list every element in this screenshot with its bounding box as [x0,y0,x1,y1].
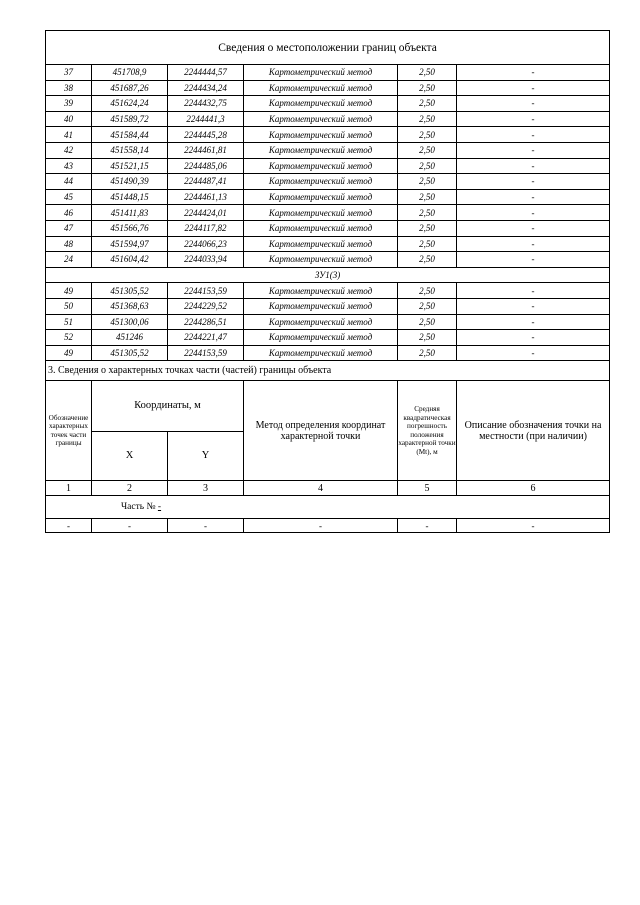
table-cell: - [457,96,610,112]
part-label-text: Часть № [121,502,156,513]
empty-data-row [46,519,610,533]
table-cell: - [457,298,610,314]
table-cell: 2244153,59 [168,345,244,361]
table-row [46,111,610,127]
table-cell: 2244286,51 [168,314,244,330]
table-row [46,65,610,81]
table-cell: - [457,142,610,158]
table-row [46,174,610,190]
rows-group-a [46,65,610,268]
table-cell: Картометрический метод [244,96,398,112]
table-cell: - [46,519,92,533]
col-number: 6 [457,481,610,496]
table-cell: 451584,44 [92,127,168,143]
table-cell: 2244487,41 [168,174,244,190]
table-cell: 50 [46,298,92,314]
subtitle-row [46,267,610,283]
table-cell: 45 [46,189,92,205]
section3-title: 3. Сведения о характерных точках части (частей) границы объекта [46,361,610,381]
part-label [121,502,161,512]
table-cell: - [457,174,610,190]
table-cell: 52 [46,330,92,346]
table-cell: 2244221,47 [168,330,244,346]
table-row [46,330,610,346]
table-cell: 451448,15 [92,189,168,205]
table-cell: 451521,15 [92,158,168,174]
table-cell: 2,50 [398,205,457,221]
table-cell: Картометрический метод [244,80,398,96]
table-row [46,158,610,174]
table-row [46,345,610,361]
table-row [46,283,610,299]
table-cell: 40 [46,111,92,127]
table-cell: 451594,97 [92,236,168,252]
table-cell: - [457,330,610,346]
table-cell: 2244153,59 [168,283,244,299]
table-cell: 451490,39 [92,174,168,190]
table-cell: 51 [46,314,92,330]
table-cell: Картометрический метод [244,236,398,252]
table-cell: 451368,63 [92,298,168,314]
table-row [46,236,610,252]
table-cell: - [457,519,610,533]
table-cell: Картометрический метод [244,142,398,158]
table-row [46,189,610,205]
table-cell: 451300,06 [92,314,168,330]
table-row [46,298,610,314]
table-cell: 46 [46,205,92,221]
part-cell [46,496,610,519]
table-cell: 2244434,24 [168,80,244,96]
table-cell: 24 [46,252,92,268]
table-cell: 2,50 [398,111,457,127]
header-y: Y [168,432,244,481]
table-cell: 2244445,28 [168,127,244,143]
table-row [46,80,610,96]
table-cell: 2,50 [398,142,457,158]
header-x: X [92,432,168,481]
table-cell: - [457,345,610,361]
table-cell: 2244033,94 [168,252,244,268]
table-cell: 2,50 [398,345,457,361]
table-row [46,220,610,236]
table-cell: 2244441,3 [168,111,244,127]
col-number: 4 [244,481,398,496]
table-cell: 2244461,13 [168,189,244,205]
table-cell: Картометрический метод [244,252,398,268]
rows-group-b [46,283,610,361]
table-cell: 451687,26 [92,80,168,96]
table-cell: 2,50 [398,236,457,252]
table-cell: 451566,76 [92,220,168,236]
table-cell: 451708,9 [92,65,168,81]
section-title: Сведения о местоположении границ объекта [46,31,610,65]
table-cell: 2244432,75 [168,96,244,112]
table-cell: 37 [46,65,92,81]
table-cell: - [398,519,457,533]
table-cell: 451246 [92,330,168,346]
section3-row [46,361,610,381]
table-cell: 48 [46,236,92,252]
col-number: 5 [398,481,457,496]
column-numbers-row [46,481,610,496]
table-cell: - [457,65,610,81]
document-page [45,30,609,533]
table-cell: 2244485,06 [168,158,244,174]
table-cell: 451305,52 [92,345,168,361]
table-cell: 44 [46,174,92,190]
table-cell: Картометрический метод [244,189,398,205]
table-row [46,142,610,158]
table-cell: 2244424,01 [168,205,244,221]
table-cell: 42 [46,142,92,158]
part-row [46,496,610,519]
table-cell: 2,50 [398,330,457,346]
table-cell: 2244461,81 [168,142,244,158]
table-cell: Картометрический метод [244,65,398,81]
table-cell: 451305,52 [92,283,168,299]
table-cell: - [244,519,398,533]
table-row [46,314,610,330]
table-cell: - [457,314,610,330]
table-cell: 451589,72 [92,111,168,127]
table-cell: 451604,42 [92,252,168,268]
table-row [46,205,610,221]
table-cell: 451624,24 [92,96,168,112]
table-cell: - [457,127,610,143]
table-cell: 2,50 [398,174,457,190]
table-cell: 38 [46,80,92,96]
header-accuracy: Средняя квадратическая погрешность положения характерной точки (Mt), м [398,381,457,481]
table-cell: 49 [46,283,92,299]
table-cell: 41 [46,127,92,143]
table-cell: 2,50 [398,314,457,330]
table-cell: Картометрический метод [244,158,398,174]
table-cell: 2,50 [398,127,457,143]
table-cell: 2,50 [398,80,457,96]
col-number: 2 [92,481,168,496]
table-cell: 43 [46,158,92,174]
table-row [46,252,610,268]
table-cell: - [457,189,610,205]
table-cell: - [457,111,610,127]
table-cell: - [457,283,610,299]
boundary-table [45,30,610,533]
table-cell: 2244229,52 [168,298,244,314]
table-cell: Картометрический метод [244,205,398,221]
table-cell: 2,50 [398,252,457,268]
header-description: Описание обозначения точки на местности (при наличии) [457,381,610,481]
table-cell: Картометрический метод [244,345,398,361]
table-cell: Картометрический метод [244,111,398,127]
part-number: - [157,502,162,513]
section-title-row [46,31,610,65]
table-cell: 2,50 [398,189,457,205]
table-cell: 39 [46,96,92,112]
table-cell: Картометрический метод [244,330,398,346]
table-cell: - [457,236,610,252]
table-cell: 2,50 [398,96,457,112]
table-cell: 47 [46,220,92,236]
header-method: Метод определения координат характерной точки [244,381,398,481]
table-cell: 2244444,57 [168,65,244,81]
header-designation: Обозначение характерных точек части границы [46,381,92,481]
table-cell: Картометрический метод [244,314,398,330]
header-row-1 [46,381,610,432]
table-cell: - [457,80,610,96]
table-cell: 2,50 [398,283,457,299]
table-row [46,127,610,143]
table-row [46,96,610,112]
table-cell: - [92,519,168,533]
col-number: 3 [168,481,244,496]
table-cell: 2244066,23 [168,236,244,252]
table-cell: - [457,220,610,236]
table-cell: 451558,14 [92,142,168,158]
table-cell: 2244117,82 [168,220,244,236]
table-cell: - [457,205,610,221]
table-cell: 2,50 [398,220,457,236]
col-number: 1 [46,481,92,496]
table-cell: 2,50 [398,65,457,81]
table-cell: Картометрический метод [244,220,398,236]
table-cell: - [457,252,610,268]
table-cell: 2,50 [398,298,457,314]
table-cell: - [457,158,610,174]
table-cell: 451411,83 [92,205,168,221]
table-cell: Картометрический метод [244,283,398,299]
table-cell: 49 [46,345,92,361]
subtitle-zu: ЗУ1(3) [46,267,610,283]
table-cell: Картометрический метод [244,298,398,314]
table-cell: - [168,519,244,533]
table-cell: Картометрический метод [244,127,398,143]
table-cell: Картометрический метод [244,174,398,190]
table-cell: 2,50 [398,158,457,174]
header-coords: Координаты, м [92,381,244,432]
